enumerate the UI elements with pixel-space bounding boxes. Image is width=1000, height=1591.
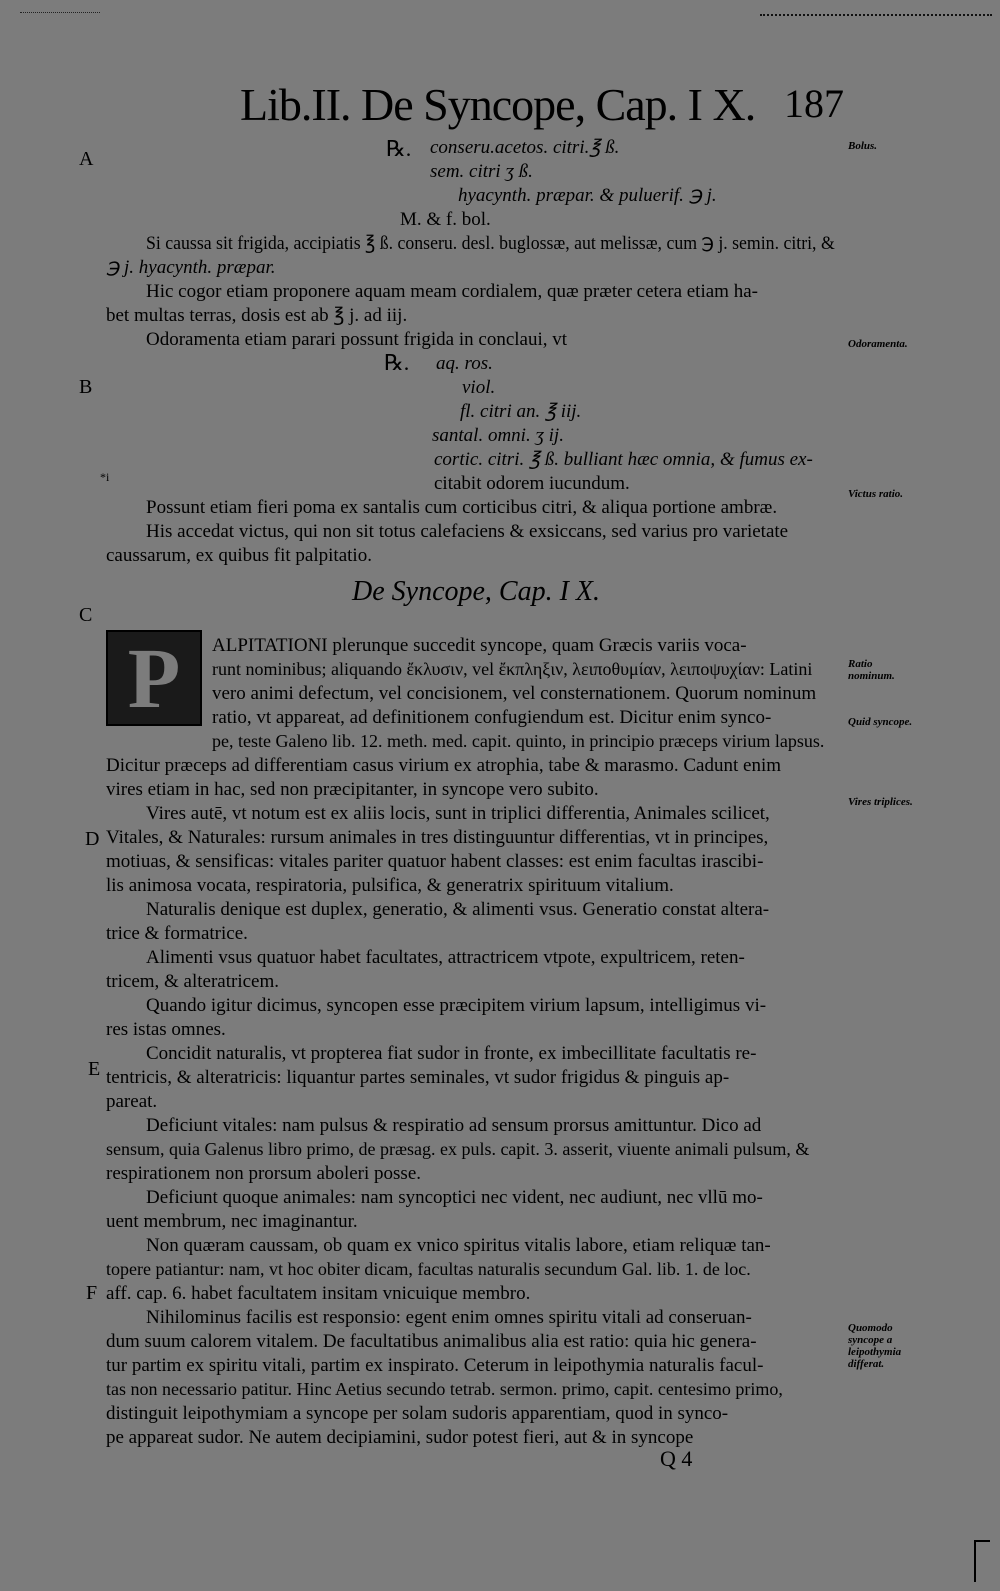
text-line: ℈ j. hyacynth. præpar. (106, 257, 276, 278)
margin-note: Vires triplices. (848, 796, 913, 808)
text-line: tentricis, & alteratricis: liquantur partes seminales, vt sudor frigidus & pinguis ap- (106, 1067, 730, 1088)
margin-letter-f: F (86, 1282, 98, 1304)
recipe-line: sem. citri ʒ ß. (430, 161, 533, 182)
stray-mark: *i (100, 470, 110, 484)
recipe-line: citabit odorem iucundum. (434, 473, 630, 494)
recipe-symbol: ℞. (386, 136, 412, 161)
recipe-line: M. & f. bol. (400, 209, 491, 230)
margin-note: Quid syncope. (848, 716, 913, 728)
recipe-line: conseru.acetos. citri.℥ ß. (430, 137, 620, 158)
margin-letter-e: E (88, 1058, 101, 1080)
text-line: bet multas terras, dosis est ab ℥ j. ad iij. (106, 305, 408, 326)
text-line: Deficiunt quoque animales: nam syncoptici nec vident, nec audiunt, nec vllū mo- (146, 1187, 763, 1208)
recipe-line: santal. omni. ʒ ij. (432, 425, 564, 446)
text-line: res istas omnes. (106, 1019, 226, 1040)
text-line: Naturalis denique est duplex, generatio, & alimenti vsus. Generatio constat altera- (146, 899, 770, 920)
margin-note: Odoramenta. (848, 338, 908, 350)
page-number: 187 (784, 81, 844, 126)
text-line: Non quæram caussam, ob quam ex vnico spiritus vitalis labore, etiam reliquæ tan- (146, 1235, 771, 1256)
text-line: pe appareat sudor. Ne autem decipiamini, sudor potest fieri, aut & in syncope (106, 1427, 694, 1448)
text-line: distinguit leipothymiam a syncope per solam sudoris apparentiam, quod in synco- (106, 1403, 729, 1424)
margin-letter-d: D (85, 828, 100, 850)
margin-note: Bolus. (848, 140, 878, 152)
margin-note: Ratio nominum. (848, 658, 895, 682)
text-line: tricem, & alteratricem. (106, 971, 280, 992)
text-line: Quando igitur dicimus, syncopen esse præcipitem virium lapsum, intelligimus vi- (146, 995, 767, 1016)
text-line: Concidit naturalis, vt propterea fiat sudor in fronte, ex imbecillitate facultatis re- (146, 1043, 757, 1064)
top-left-dotted-rule (20, 12, 100, 13)
text-line: sensum, quia Galenus libro primo, de præsag. ex puls. capit. 3. asserit, viuente animali pulsum, & (106, 1139, 810, 1159)
corner-rule (974, 1540, 990, 1582)
text-line: topere patiantur: nam, vt hoc obiter dicam, facultas naturalis secundum Gal. lib. 1. de loc. (106, 1259, 751, 1279)
text-line: Deficiunt vitales: nam pulsus & respiratio ad sensum prorsus amittuntur. Dico ad (146, 1115, 762, 1136)
text-line: Si caussa sit frigida, accipiatis ℥ ß. conseru. desl. buglossæ, aut melissæ, cum ℈ j. semin. citri, & (146, 233, 835, 254)
text-line: Hic cogor etiam proponere aquam meam cordialem, quæ præter cetera etiam ha- (146, 281, 758, 302)
text-line: motiuas, & sensificas: vitales pariter quatuor habent classes: est enim facultas irascibi- (106, 851, 764, 872)
text-line: lis animosa vocata, respiratoria, pulsifica, & generatrix spirituum vitalium. (106, 875, 674, 896)
text-line: ratio, vt appareat, ad definitionem confugiendum est. Dicitur enim synco- (212, 707, 772, 728)
text-line: His accedat victus, qui non sit totus calefaciens & exsiccans, sed varius pro varietate (146, 521, 789, 542)
margin-note: Quomodo syncope a leipothymia differat. (848, 1322, 902, 1370)
text-line: runt nominibus; aliquando ἔκλυσιν, vel ἔκπληξιν, λειποθυμίαν, λειποψυχίαν: Latini (212, 659, 813, 679)
text-line: uent membrum, nec imaginantur. (106, 1211, 358, 1232)
recipe-symbol: ℞. (384, 350, 410, 375)
recipe-line: aq. ros. (436, 353, 493, 374)
text-line: respirationem non prorsum aboleri posse. (106, 1163, 422, 1184)
margin-note: Victus ratio. (848, 488, 904, 500)
text-line: trice & formatrice. (106, 923, 248, 944)
text-line: Vitales, & Naturales: rursum animales in tres distinguuntur differentias, vt in principes, (106, 827, 769, 848)
text-line: vero animi defectum, vel concisionem, vel consternationem. Quorum nominum (212, 683, 817, 704)
text-line: pe, teste Galeno lib. 12. meth. med. capit. quinto, in principio præceps virium lapsus. (212, 731, 825, 751)
text-line: Vires autē, vt notum est ex aliis locis, sunt in triplici differentia, Animales scilicet, (146, 803, 770, 824)
margin-letter-a: A (79, 148, 94, 170)
text-line: tur partim ex spiritu vitali, partim ex inspirato. Ceterum in leipothymia naturalis facul- (106, 1355, 764, 1376)
recipe-line: fl. citri an. ℥ iij. (460, 401, 582, 422)
margin-letter-c: C (79, 604, 93, 626)
top-right-dotted-rule (760, 14, 992, 16)
text-line: aff. cap. 6. habet facultatem insitam vnicuique membro. (106, 1283, 531, 1304)
signature-mark: Q 4 (660, 1446, 693, 1471)
dropcap-initial: P (106, 630, 202, 726)
text-line: ALPITATIONI plerunque succedit syncope, quam Græcis variis voca- (212, 635, 747, 656)
running-header: Lib.II. De Syncope, Cap. I X. (240, 79, 756, 130)
text-line: Nihilominus facilis est responsio: egent enim omnes spiritu vitali ad conseruan- (146, 1307, 752, 1328)
text-line: tas non necessario patitur. Hinc Aetius secundo tetrab. sermon. primo, capit. centesimo primo, (106, 1379, 783, 1399)
margin-letter-b: B (79, 376, 93, 398)
text-line: Possunt etiam fieri poma ex santalis cum corticibus citri, & aliqua portione ambræ. (146, 497, 778, 518)
recipe-line: cortic. citri. ℥ ß. bulliant hæc omnia, & fumus ex- (434, 449, 813, 470)
text-line: vires etiam in hac, sed non præcipitanter, in syncope vero subito. (106, 779, 599, 800)
text-line: Odoramenta etiam parari possunt frigida in conclaui, vt (146, 329, 568, 350)
text-line: pareat. (106, 1091, 158, 1112)
recipe-line: hyacynth. præpar. & puluerif. ℈ j. (458, 185, 717, 206)
text-line: dum suum calorem vitalem. De facultatibus animalibus alia est ratio: quia hic genera- (106, 1331, 757, 1352)
section-title: De Syncope, Cap. I X. (352, 576, 601, 607)
text-line: Dicitur præceps ad differentiam casus virium ex atrophia, tabe & marasmo. Cadunt enim (106, 755, 782, 776)
text-line: Alimenti vsus quatuor habet facultates, attractricem vtpote, expultricem, reten- (146, 947, 745, 968)
text-line: caussarum, ex quibus fit palpitatio. (106, 545, 372, 566)
recipe-line: viol. (462, 377, 496, 398)
